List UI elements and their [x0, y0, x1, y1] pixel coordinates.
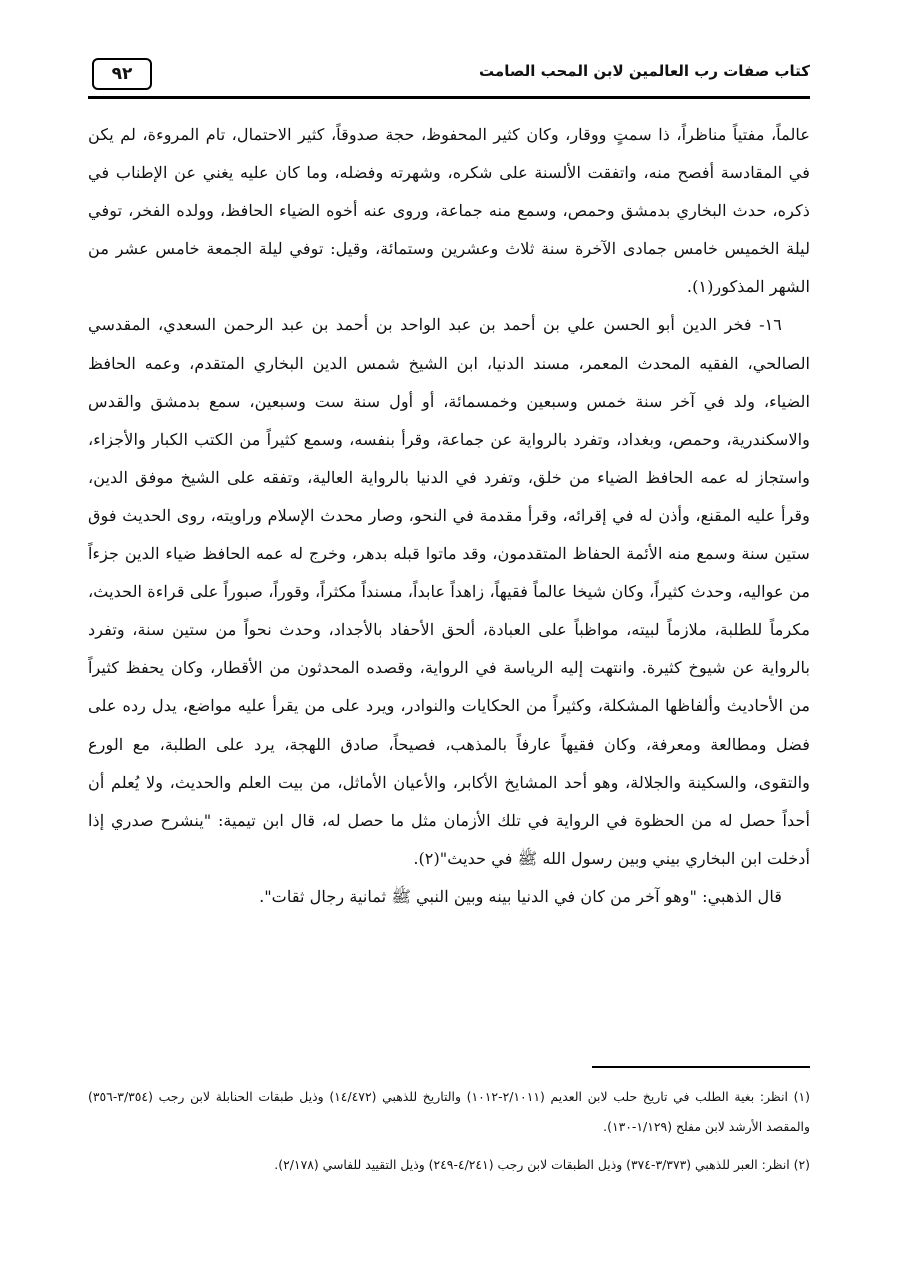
page-number: ٩٢ — [92, 58, 152, 90]
running-title: كتاب صفات رب العالمين لابن المحب الصامت — [479, 62, 810, 80]
paragraph-dhahabi-quote: قال الذهبي: "وهو آخر من كان في الدنيا بينه وبين النبي ﷺ ثمانية رجال ثقات". — [259, 886, 782, 906]
footnotes — [88, 1082, 810, 1180]
footnote-separator — [592, 1066, 810, 1068]
paragraph-biography-end: عالماً، مفتياً مناظراً، ذا سمتٍ ووقار، وكان كثير المحفوظ، حجة صدوقاً، كثير الاحتمال، تام المروءة، لم يكن في المقادسة أفصح منه، واتفقت الألسنة على شكره، وشهرته وفضله، وما كان عليه يغني عن الإطناب في ذكره، حدث البخاري بدمشق وحمص، وسمع منه جماعة، وروى عنه أخوه الضياء الحافظ، وولده الفخر، توفي ليلة الخميس خامس جمادى الآخرة سنة ثلاث وعشرين وستمائة، وقيل: توفي ليلة الجمعة خامس عشر من الشهر المذكور(١). — [88, 125, 810, 297]
footnote-1: (١) انظر: بغية الطلب في تاريخ حلب لابن العديم (٢/١٠١١-١٠١٢) والتاريخ للذهبي (١٤/٤٧٢) وذيل طبقات الحنابلة لابن رجب (٣/٣٥٤-٣٥٦) والمقصد الأرشد لابن مفلح (١/١٢٩-١٣٠). — [88, 1089, 810, 1134]
footnote-2: (٢) انظر: العبر للذهبي (٣/٣٧٣-٣٧٤) وذيل الطبقات لابن رجب (٤/٢٤١-٢٤٩) وذيل التقييد للفاسي (٢/١٧٨). — [274, 1157, 810, 1172]
page-header — [88, 56, 810, 99]
main-text — [88, 116, 810, 916]
paragraph-entry-16: ١٦- فخر الدين أبو الحسن علي بن أحمد بن عبد الواحد بن أحمد بن عبد الرحمن السعدي، المقدسي الصالحي، الفقيه المحدث المعمر، مسند الدنيا، ابن الشيخ شمس الدين البخاري المتقدم، وعمه الحافظ الضياء، ولد في آخر سنة خمس وسبعين وخمسمائة، أو أول سنة ست وسبعين، سمع بدمشق والقدس والاسكندرية، وحمص، وبغداد، وتفرد بالرواية عن جماعة، وقرأ بنفسه، وسمع كثيراً من الكتب الكبار والأجزاء، واستجاز له عمه الحافظ الضياء من خلق، وتفرد في الدنيا بالرواية العالية، وتفقه على الشيخ موفق الدين، وقرأ عليه المقنع، وأذن له في إقرائه، وقرأ مقدمة في النحو، وصار محدث الإسلام وراويته، روى الحديث فوق ستين سنة وسمع منه الأئمة الحفاظ المتقدمون، وقد ماتوا قبله بدهر، وخرج له عمه الحافظ ضياء الدين جزءاً من عواليه، وحدث كثيراً، وكان شيخا عالماً فقيهاً، زاهداً عابداً، مسنداً مكثراً، وقوراً، صبوراً على قراءة الحديث، مكرماً للطلبة، ملازماً لبيته، مواظباً على العبادة، ألحق الأحفاد بالأجداد، وحدث نحواً من ستين سنة، وتفرد بالرواية عن شيوخ كثيرة. وانتهت إليه الرياسة في الرواية، وقصده المحدثون من الأقطار، وكان يحفظ كثيراً من الأحاديث وألفاظها المشكلة، وكثيراً من الحكايات والنوادر، ويرد على من يقرأ عليه مواضع، يدل رده على فضل ومطالعة ومعرفة، وكان فقيهاً عارفاً بالمذهب، فصيحاً، صادق اللهجة، يرد على الطلبة، مع الورع والتقوى، والسكينة والجلالة، وهو أحد المشايخ الأكابر، والأعيان الأماثل، من بيت العلم والحديث، ولا يُعلم أن أحداً حصل له من الحظوة في الرواية في تلك الأزمان مثل ما حصل له، قال ابن تيمية: "ينشرح صدري إذا أدخلت ابن البخاري بيني وبين رسول الله ﷺ في حديث"(٢). — [88, 315, 810, 868]
